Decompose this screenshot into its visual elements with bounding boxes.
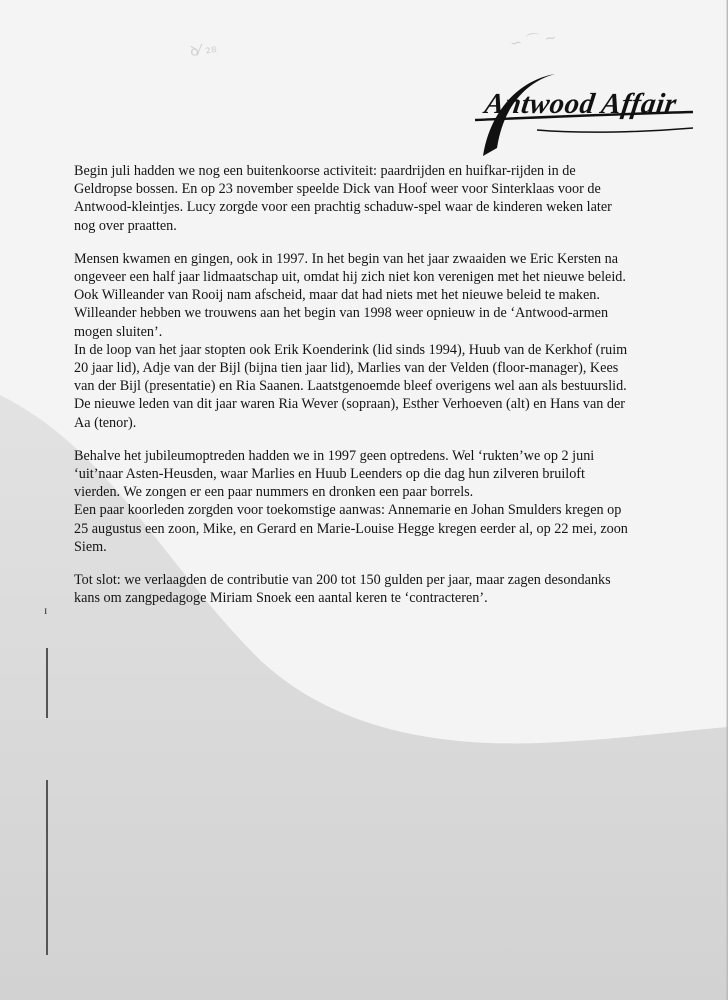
faint-handwriting-2: ∽ ⌒ ∼ — [509, 29, 558, 53]
margin-line-lower — [46, 780, 48, 955]
faint-handwriting-1: ꝺ⁄ ₂₈ — [188, 39, 218, 61]
paragraph-members-stopped: In de loop van het jaar stopten ook Erik Koenderink (lid sinds 1994), Huub van de Kerkhof (ruim 20 jaar lid), Adje van der Bijl (bijna tien jaar lid), Marlies van der Velden (floor-manager), Kees van der Bijl (presentatie) en Ria Saanen. Laatstgenoemde bleef overigens wel aan als bestuurslid. — [74, 341, 628, 395]
paragraph-contribution: Tot slot: we verlaagden de contributie van 200 tot 150 gulden per jaar, maar zagen desondanks kans om zangpedagoge Miriam Snoek een aantal keren te ‘contracteren’. — [74, 572, 611, 607]
margin-tick-mark: ɪ — [44, 603, 48, 617]
paragraph-performances: Behalve het jubileumoptreden hadden we in 1997 geen optredens. Wel ‘rukten’we op 2 juni ‘uit’naar Asten-Heusden, waar Marlies en Huub Leenders op die dag hun zilveren bruiloft vierden. We zongen er een paar nummers en dronken een paar borrels. — [74, 447, 595, 501]
paragraph-new-members: De nieuwe leden van dit jaar waren Ria Wever (sopraan), Esther Verhoeven (alt) en Hans van der Aa (tenor). — [74, 396, 626, 431]
article-body — [74, 162, 634, 607]
paragraph-members-left: Mensen kwamen en gingen, ook in 1997. In het begin van het jaar zwaaiden we Eric Kersten na ongeveer een half jaar lidmaatschap uit, omdat hij zich niet kon verenigen met het nieuwe beleid. Ook Willeander van Rooij nam afscheid, maar dat had niets met het nieuwe beleid te maken. Willeander hebben we trouwens aan het begin van 1998 weer opnieuw in de ‘Antwood-armen mogen sluiten’. — [74, 250, 626, 340]
paragraph-births: Een paar koorleden zorgden voor toekomstige aanwas: Annemarie en Johan Smulders kregen op 25 augustus een zoon, Mike, en Gerard en Marie-Louise Hegge kregen eerder al, op 22 mei, zoon Siem. — [74, 502, 628, 555]
paragraph-activities: Begin juli hadden we nog een buitenkoorse activiteit: paardrijden en huifkar-rijden in de Geldropse bossen. En op 23 november speelde Dick van Hoof weer voor Sinterklaas voor de Antwood-kleintjes. Lucy zorgde voor een prachtig schaduw-spel waar de kinderen weken later nog over praatten. — [74, 163, 612, 234]
antwood-affair-logo — [445, 60, 695, 160]
margin-line-upper — [46, 648, 48, 718]
logo-wordmark: Antwood Affair — [482, 88, 679, 120]
